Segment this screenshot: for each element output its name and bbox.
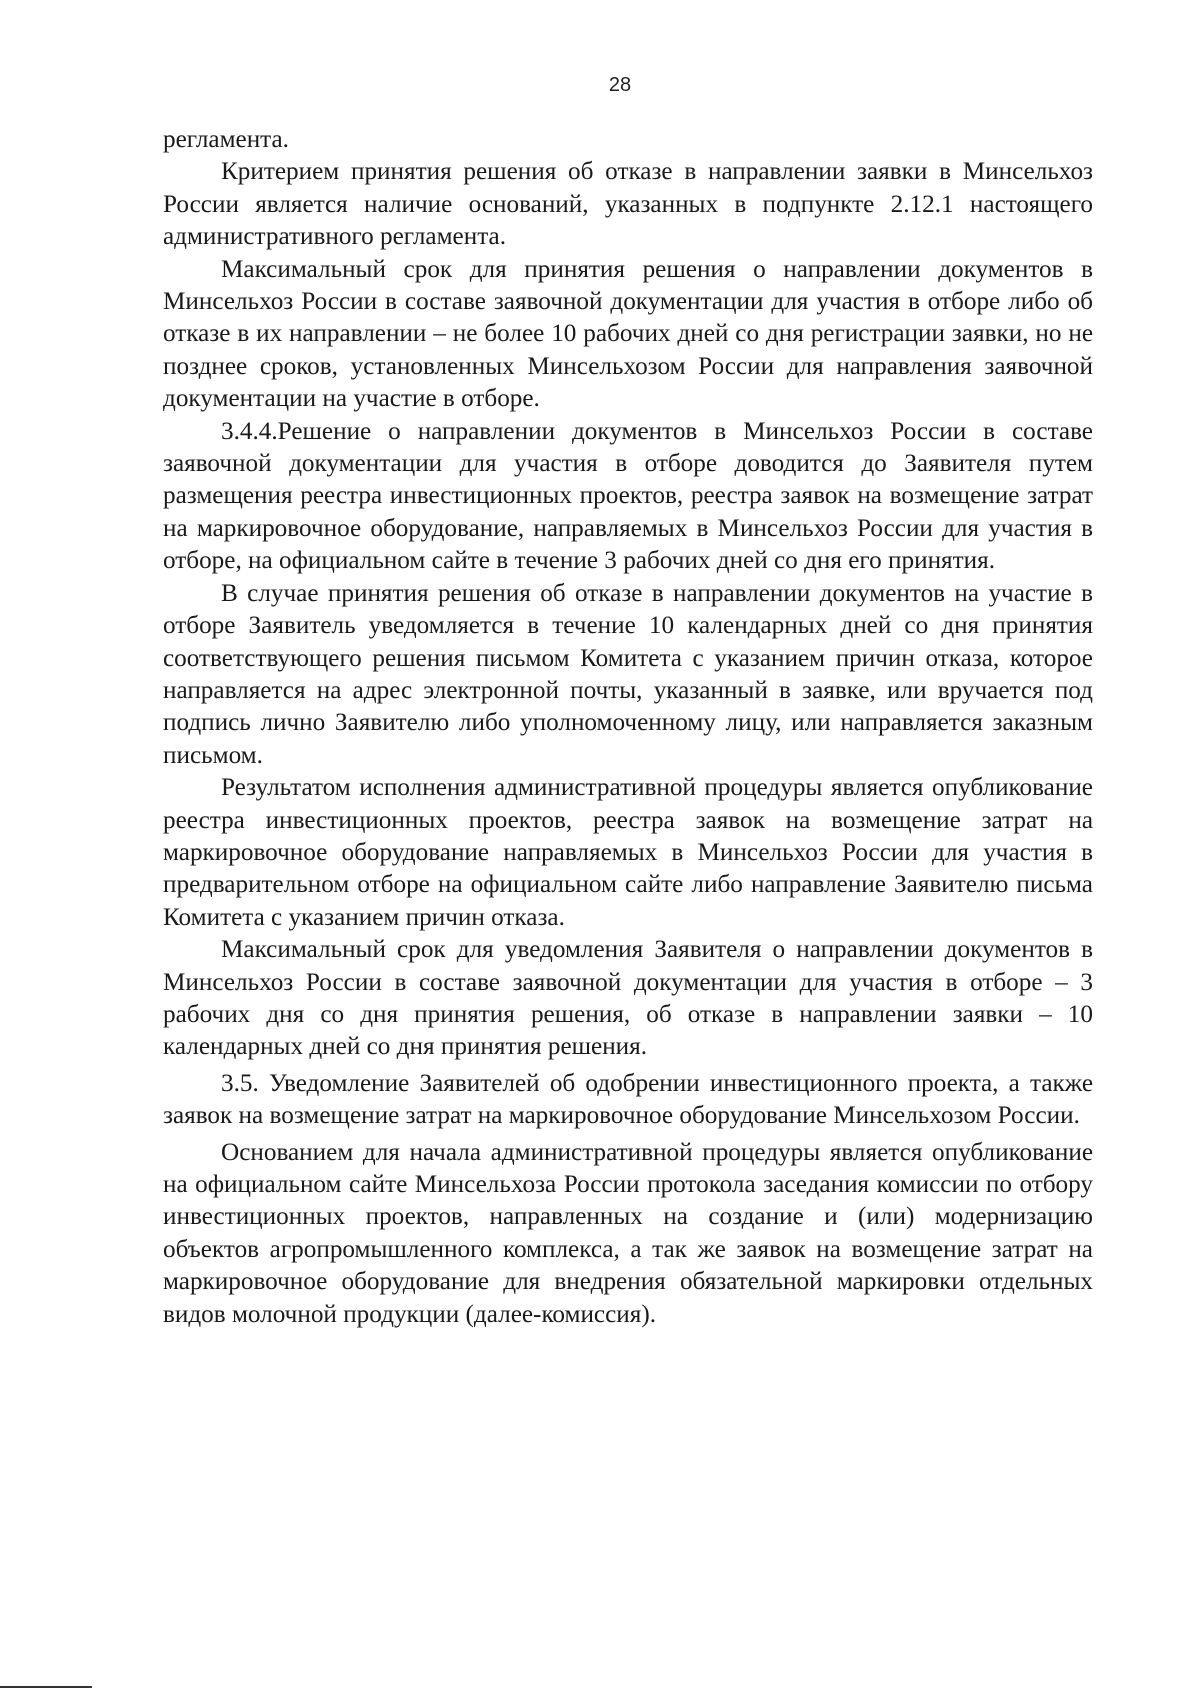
paragraph-continuation: регламента. — [163, 126, 289, 153]
paragraph-notification-deadline: Максимальный срок для уведомления Заявителя о направлении документов в Минсельхоз России в составе заявочной документации для участия в отборе – 3 рабочих дня со дня принятия решения, об отказе в направлении заявки – 10 календарных дней со дня принятия решения. — [163, 936, 1093, 1061]
paragraph-procedure-result: Результатом исполнения административной процедуры является опубликование реестра инвестиционных проектов, реестра заявок на возмещение затрат на маркировочное оборудование направляемых в Минсельхоз России для участия в предварительном отборе на официальном сайте либо направление Заявителю письма Комитета с указанием причин отказа. — [163, 774, 1093, 931]
paragraph-refusal-notification: В случае принятия решения об отказе в направлении документов на участие в отборе Заявитель уведомляется в течение 10 календарных дней со дня принятия соответствующего решения письмом Комитета с указанием причин отказа, которое направляется на адрес электронной почты, указанный в заявке, или вручается под подпись лично Заявителю либо уполномоченному лицу, или направляется заказным письмом. — [163, 579, 1093, 769]
paragraph-refusal-criterion: Критерием принятия решения об отказе в направлении заявки в Минсельхоз России является наличие оснований, указанных в подпункте 2.12.1 настоящего административного регламента. — [163, 158, 1093, 251]
paragraph-clause-3-5: 3.5. Уведомление Заявителей об одобрении инвестиционного проекта, а также заявок на возмещение затрат на маркировочное оборудование Минсельхозом России. — [163, 1069, 1093, 1130]
page-number: 28 — [608, 74, 632, 96]
paragraph-procedure-basis: Основанием для начала административной процедуры является опубликование на официальном сайте Минсельхоза России протокола заседания комиссии по отбору инвестиционных проектов, направленных на создание и (или) модернизацию объектов агропромышленного комплекса, а так же заявок на возмещение затрат на маркировочное оборудование для внедрения обязательной маркировки отдельных видов молочной продукции (далее-комиссия). — [163, 1138, 1093, 1328]
scan-edge-line — [0, 1686, 92, 1688]
paragraph-decision-deadline: Максимальный срок для принятия решения о направлении документов в Минсельхоз России в составе заявочной документации для участия в отборе либо об отказе в их направлении – не более 10 рабочих дней со дня регистрации заявки, но не позднее сроков, установленных Минсельхозом России для направления заявочной документации на участие в отборе. — [163, 255, 1093, 413]
document-body — [163, 124, 1093, 1331]
paragraph-clause-3-4-4: 3.4.4.Решение о направлении документов в Минсельхоз России в составе заявочной документации для участия в отборе доводится до Заявителя путем размещения реестра инвестиционных проектов, реестра заявок на возмещение затрат на маркировочное оборудование, направляемых в Минсельхоз России для участия в отборе, на официальном сайте в течение 3 рабочих дней со дня его принятия. — [163, 417, 1093, 575]
